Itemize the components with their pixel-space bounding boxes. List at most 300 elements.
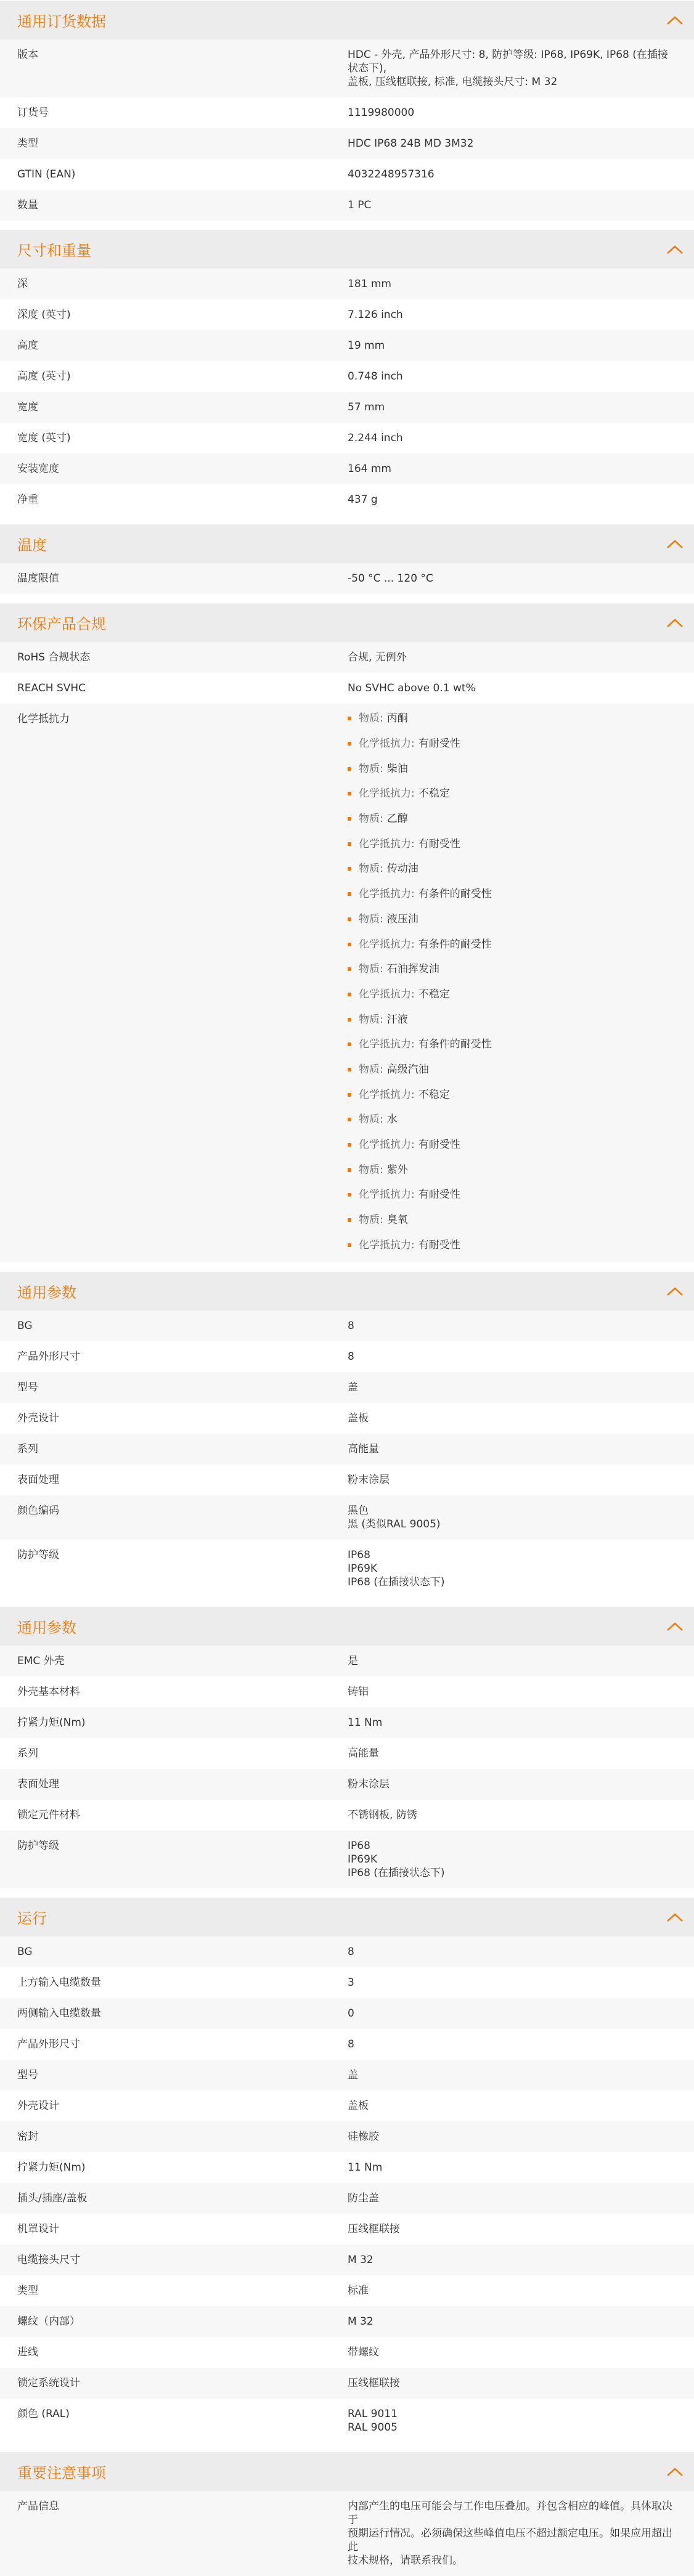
spec-section xyxy=(0,1897,694,2452)
spec-value xyxy=(348,2275,677,2306)
spec-value xyxy=(348,1310,677,1341)
chevron-up-icon[interactable] xyxy=(664,10,685,31)
spec-label: GTIN (EAN) xyxy=(17,168,76,181)
spec-row xyxy=(0,361,694,392)
spec-value-line: 0.748 inch xyxy=(348,370,403,383)
spec-label: 进线 xyxy=(17,2346,38,2359)
list-item xyxy=(348,831,677,856)
bullet-icon xyxy=(348,1018,351,1022)
chem-value: 柴油 xyxy=(386,762,408,775)
bullet-icon xyxy=(348,943,351,946)
bullet-icon xyxy=(348,1243,351,1247)
spec-label: 上方输入电缆数量 xyxy=(17,1977,101,1989)
spec-row xyxy=(0,2275,694,2306)
chevron-up-icon[interactable] xyxy=(664,239,685,260)
spec-value xyxy=(348,1341,677,1372)
bullet-icon xyxy=(348,1218,351,1222)
list-item xyxy=(348,1032,677,1057)
bullet-icon xyxy=(348,917,351,921)
bullet-icon xyxy=(348,1068,351,1071)
list-item xyxy=(348,756,677,781)
spec-row xyxy=(0,423,694,453)
spec-label: 安装宽度 xyxy=(17,463,59,475)
spec-value xyxy=(348,97,677,128)
spec-row xyxy=(0,453,694,484)
spec-row xyxy=(0,2491,694,2576)
list-item xyxy=(348,907,677,932)
bullet-icon xyxy=(348,993,351,996)
spec-value xyxy=(348,484,677,515)
section-header[interactable] xyxy=(0,2452,694,2491)
spec-value-line: 硅橡胶 xyxy=(348,2131,379,2143)
spec-value-line: 3 xyxy=(348,1977,354,1989)
section-header[interactable] xyxy=(0,1606,694,1646)
chevron-up-icon[interactable] xyxy=(664,534,685,555)
spec-value xyxy=(348,1998,677,2029)
spec-value xyxy=(348,642,677,673)
spec-value xyxy=(348,2245,677,2275)
spec-label: 外壳设计 xyxy=(17,2100,59,2113)
list-item xyxy=(348,1107,677,1132)
chem-key: 物质: xyxy=(359,1063,383,1076)
list-item xyxy=(348,882,677,907)
list-item xyxy=(348,1057,677,1083)
spec-label: 产品外形尺寸 xyxy=(17,2038,80,2051)
list-item xyxy=(348,1082,677,1107)
spec-label: 产品外形尺寸 xyxy=(17,1351,80,1363)
chevron-up-icon[interactable] xyxy=(664,1616,685,1637)
bullet-icon xyxy=(348,1118,351,1121)
spec-value-line: 8 xyxy=(348,1351,354,1363)
section-title: 通用参数 xyxy=(17,1284,76,1302)
spec-row xyxy=(0,2368,694,2399)
section-divider xyxy=(0,1888,694,1897)
spec-value xyxy=(348,39,677,97)
spec-label: 颜色编码 xyxy=(17,1505,59,1518)
list-item xyxy=(348,982,677,1007)
chem-key: 化学抵抗力: xyxy=(359,1139,415,1152)
spec-value-line: 是 xyxy=(348,1655,358,1668)
chevron-up-icon[interactable] xyxy=(664,1907,685,1928)
spec-value-line: 11 Nm xyxy=(348,2161,383,2174)
chevron-up-icon[interactable] xyxy=(664,1281,685,1302)
spec-value-line: IP68 (在插接状态下) xyxy=(348,1576,445,1589)
spec-label: BG xyxy=(17,1946,33,1959)
spec-value-line: 压线框联接 xyxy=(348,2377,400,2390)
list-item xyxy=(348,1007,677,1032)
spec-value-line: 11 Nm xyxy=(348,1717,383,1729)
spec-label: 类型 xyxy=(17,137,38,150)
spec-value-line: 8 xyxy=(348,1320,354,1333)
list-item xyxy=(348,957,677,982)
spec-row xyxy=(0,1372,694,1403)
list-item xyxy=(348,1182,677,1208)
spec-row xyxy=(0,269,694,299)
spec-section xyxy=(0,1271,694,1606)
spec-value xyxy=(348,2491,677,2576)
chem-value: 紫外 xyxy=(386,1163,408,1176)
chem-key: 化学抵抗力: xyxy=(359,1188,415,1201)
spec-label: BG xyxy=(17,1320,33,1333)
section-header[interactable] xyxy=(0,1897,694,1936)
spec-label: 宽度 (英寸) xyxy=(17,432,71,444)
spec-value xyxy=(348,1738,677,1769)
spec-label: REACH SVHC xyxy=(17,682,86,694)
chemical-list xyxy=(348,704,677,1262)
spec-value xyxy=(348,1676,677,1707)
spec-row xyxy=(0,2214,694,2245)
bullet-icon xyxy=(348,792,351,795)
spec-value-line: 盖板 xyxy=(348,1412,369,1425)
spec-value-line: 0 xyxy=(348,2007,354,2020)
spec-row xyxy=(0,1830,694,1888)
spec-value-line: 57 mm xyxy=(348,401,385,413)
spec-label: 防护等级 xyxy=(17,1549,59,1562)
spec-label: 产品信息 xyxy=(17,2500,59,2513)
section-header[interactable] xyxy=(0,0,694,39)
list-item xyxy=(348,781,677,807)
spec-row xyxy=(0,1403,694,1434)
spec-value xyxy=(348,159,677,190)
chem-key: 物质: xyxy=(359,1214,383,1227)
chem-key: 化学抵抗力: xyxy=(359,837,415,850)
spec-label: 外壳基本材料 xyxy=(17,1686,80,1699)
chem-value: 不稳定 xyxy=(418,1088,450,1101)
spec-row xyxy=(0,97,694,128)
section-title: 环保产品合规 xyxy=(17,616,106,633)
bullet-icon xyxy=(348,967,351,971)
chem-key: 化学抵抗力: xyxy=(359,1088,415,1101)
spec-value xyxy=(348,1646,677,1676)
chem-value: 不稳定 xyxy=(418,787,450,800)
spec-value xyxy=(348,2183,677,2214)
spec-row xyxy=(0,2183,694,2214)
spec-row xyxy=(0,1540,694,1598)
spec-value xyxy=(348,1800,677,1830)
chem-value: 石油挥发油 xyxy=(386,963,439,976)
spec-label: 净重 xyxy=(17,494,38,506)
list-item xyxy=(348,932,677,957)
spec-row xyxy=(0,1800,694,1830)
spec-value-line: 粉末涂层 xyxy=(348,1778,390,1791)
spec-value xyxy=(348,2399,677,2443)
spec-row xyxy=(0,1707,694,1738)
chem-value: 不稳定 xyxy=(418,988,450,1001)
chem-value: 有条件的耐受性 xyxy=(418,888,492,901)
spec-label: 订货号 xyxy=(17,107,49,119)
bullet-icon xyxy=(348,717,351,720)
spec-label: 两侧输入电缆数量 xyxy=(17,2007,101,2020)
spec-value-line: IP69K xyxy=(348,1562,378,1575)
spec-row xyxy=(0,642,694,673)
chem-key: 化学抵抗力: xyxy=(359,1238,415,1251)
spec-section xyxy=(0,524,694,603)
spec-value-line: HDC IP68 24B MD 3M32 xyxy=(348,137,474,150)
spec-value-line: HDC - 外壳, 产品外形尺寸: 8, 防护等级: IP68, IP69K, IP68 (在插接状态下), xyxy=(348,49,668,75)
spec-value xyxy=(348,2306,677,2337)
section-title: 通用订货数据 xyxy=(17,13,106,30)
section-title: 通用参数 xyxy=(17,1619,76,1637)
spec-row xyxy=(0,1465,694,1495)
section-header[interactable] xyxy=(0,603,694,642)
bullet-icon xyxy=(348,842,351,846)
spec-row xyxy=(0,1936,694,1967)
section-divider xyxy=(0,515,694,524)
spec-value-line: 技术规格，请联系我们。 xyxy=(348,2554,463,2567)
chem-value: 水 xyxy=(386,1113,398,1126)
spec-value-line: 盖板, 压线框联接, 标准, 电缆接头尺寸: M 32 xyxy=(348,76,558,88)
list-item xyxy=(348,706,677,731)
spec-value xyxy=(348,423,677,453)
spec-value xyxy=(348,2152,677,2183)
chemical-resistance-list xyxy=(348,704,677,1262)
spec-row xyxy=(0,2245,694,2275)
spec-row xyxy=(0,563,694,594)
spec-value xyxy=(348,1769,677,1800)
chem-value: 有耐受性 xyxy=(418,837,460,850)
chem-key: 化学抵抗力: xyxy=(359,938,415,951)
spec-value-line: 181 mm xyxy=(348,278,391,290)
spec-value xyxy=(348,563,677,594)
spec-value xyxy=(348,1967,677,1998)
list-item xyxy=(348,1157,677,1182)
spec-value-line: 164 mm xyxy=(348,463,391,475)
spec-value-line: 1 PC xyxy=(348,199,372,211)
spec-label: 防护等级 xyxy=(17,1840,59,1853)
spec-value-line: 8 xyxy=(348,1946,354,1959)
spec-row xyxy=(0,39,694,97)
spec-row xyxy=(0,2337,694,2368)
spec-row xyxy=(0,2029,694,2060)
spec-value-line: 压线框联接 xyxy=(348,2223,400,2236)
spec-label: 机罩设计 xyxy=(17,2223,59,2236)
spec-label: 插头/插座/盖板 xyxy=(17,2192,88,2205)
spec-label: 锁定元件材料 xyxy=(17,1809,80,1822)
spec-value-line: 不锈钢板, 防锈 xyxy=(348,1809,417,1822)
spec-label: 表面处理 xyxy=(17,1778,59,1791)
spec-row xyxy=(0,299,694,330)
spec-value-line: 黑色 xyxy=(348,1505,369,1518)
chem-key: 化学抵抗力: xyxy=(359,1038,415,1051)
spec-label: 高度 (英寸) xyxy=(17,370,71,383)
chevron-up-icon[interactable] xyxy=(664,2461,685,2482)
section-header[interactable] xyxy=(0,229,694,269)
chem-value: 臭氧 xyxy=(386,1214,408,1227)
spec-row xyxy=(0,2306,694,2337)
spec-value-line: 盖板 xyxy=(348,2100,369,2113)
spec-value xyxy=(348,190,677,221)
spec-label: 化学抵抗力 xyxy=(17,713,70,725)
spec-value-line: 标准 xyxy=(348,2285,369,2298)
bullet-icon xyxy=(348,742,351,746)
spec-label: 类型 xyxy=(17,2285,38,2298)
spec-value xyxy=(348,2029,677,2060)
spec-row xyxy=(0,1967,694,1998)
spec-section xyxy=(0,0,694,229)
list-item xyxy=(348,856,677,882)
spec-value-line: RAL 9005 xyxy=(348,2421,398,2434)
spec-row xyxy=(0,2090,694,2121)
spec-section xyxy=(0,603,694,1271)
spec-value xyxy=(348,2368,677,2399)
spec-value-line: 粉末涂层 xyxy=(348,1474,390,1487)
spec-row xyxy=(0,1738,694,1769)
bullet-icon xyxy=(348,867,351,871)
spec-value xyxy=(348,1403,677,1434)
spec-value-line: 高能量 xyxy=(348,1747,379,1760)
bullet-icon xyxy=(348,1168,351,1172)
chem-value: 乙醇 xyxy=(386,813,408,826)
spec-value-line: 盖 xyxy=(348,2069,358,2082)
spec-value xyxy=(348,1830,677,1888)
spec-value-line: 2.244 inch xyxy=(348,432,403,444)
spec-value-line: M 32 xyxy=(348,2254,374,2267)
chem-key: 化学抵抗力: xyxy=(359,888,415,901)
spec-value-line: 预期运行情况。必须确保这些峰值电压不超过额定电压。如果应用超出此 xyxy=(348,2527,672,2554)
spec-row xyxy=(0,128,694,159)
chem-value: 有条件的耐受性 xyxy=(418,1038,492,1051)
chem-value: 丙酮 xyxy=(386,712,408,725)
spec-value xyxy=(348,2214,677,2245)
section-divider xyxy=(0,1598,694,1606)
spec-row xyxy=(0,190,694,221)
spec-label: 深 xyxy=(17,278,28,290)
spec-value-line: No SVHC above 0.1 wt% xyxy=(348,682,476,694)
spec-label: 锁定系统设计 xyxy=(17,2377,80,2390)
spec-label: 宽度 xyxy=(17,401,38,413)
chem-value: 有耐受性 xyxy=(418,737,460,750)
spec-row xyxy=(0,330,694,361)
spec-value xyxy=(348,1936,677,1967)
section-header[interactable] xyxy=(0,1271,694,1310)
chem-key: 物质: xyxy=(359,1113,383,1126)
section-divider xyxy=(0,221,694,229)
spec-value xyxy=(348,2090,677,2121)
bullet-icon xyxy=(348,1042,351,1046)
spec-label: 颜色 (RAL) xyxy=(17,2408,70,2421)
spec-row-chemical-resistance xyxy=(0,704,694,1262)
bullet-icon xyxy=(348,817,351,821)
spec-row xyxy=(0,673,694,704)
spec-value-line: 内部产生的电压可能会与工作电压叠加。并包含相应的峰值。具体取决于 xyxy=(348,2500,672,2527)
spec-label: 拧紧力矩(Nm) xyxy=(17,1717,86,1729)
spec-value-line: RAL 9011 xyxy=(348,2408,398,2421)
section-divider xyxy=(0,2443,694,2452)
section-title: 重要注意事项 xyxy=(17,2464,106,2482)
spec-label: 型号 xyxy=(17,2069,38,2082)
spec-section xyxy=(0,229,694,524)
chem-key: 物质: xyxy=(359,762,383,775)
spec-value-line: 防尘盖 xyxy=(348,2192,379,2205)
chem-value: 有耐受性 xyxy=(418,1238,460,1251)
spec-value xyxy=(348,2060,677,2090)
spec-value-line: 黑 (类似RAL 9005) xyxy=(348,1518,441,1531)
spec-value xyxy=(348,361,677,392)
chem-key: 物质: xyxy=(359,813,383,826)
spec-row xyxy=(0,159,694,190)
section-header[interactable] xyxy=(0,524,694,563)
spec-value-line: IP69K xyxy=(348,1853,378,1866)
spec-value-line: 盖 xyxy=(348,1381,358,1394)
spec-label: 系列 xyxy=(17,1443,38,1456)
chem-value: 有条件的耐受性 xyxy=(418,938,492,951)
spec-label: 型号 xyxy=(17,1381,38,1394)
spec-value-line: 4032248957316 xyxy=(348,168,435,181)
section-title: 温度 xyxy=(17,537,47,554)
spec-value xyxy=(348,392,677,423)
chem-key: 物质: xyxy=(359,912,383,925)
spec-value xyxy=(348,2337,677,2368)
spec-value-line: IP68 xyxy=(348,1549,370,1562)
section-divider xyxy=(0,1262,694,1271)
spec-label: 螺纹（内部） xyxy=(17,2315,80,2328)
spec-label: 表面处理 xyxy=(17,1474,59,1487)
chevron-up-icon[interactable] xyxy=(664,612,685,633)
spec-value xyxy=(348,1372,677,1403)
list-item xyxy=(348,1232,677,1258)
spec-row xyxy=(0,2060,694,2090)
chem-value: 汗液 xyxy=(386,1013,408,1026)
spec-value xyxy=(348,1434,677,1465)
spec-row xyxy=(0,392,694,423)
spec-row xyxy=(0,2121,694,2152)
spec-label: 温度限值 xyxy=(17,572,59,585)
spec-label: 深度 (英寸) xyxy=(17,309,71,321)
chem-key: 物质: xyxy=(359,712,383,725)
spec-value-line: 19 mm xyxy=(348,339,385,352)
spec-value xyxy=(348,2121,677,2152)
spec-value xyxy=(348,1465,677,1495)
chem-value: 有耐受性 xyxy=(418,1139,460,1152)
bullet-icon xyxy=(348,1193,351,1197)
spec-label: 版本 xyxy=(17,49,38,61)
bullet-icon xyxy=(348,892,351,896)
spec-value xyxy=(348,673,677,704)
section-title: 运行 xyxy=(17,1910,47,1928)
spec-label: 电缆接头尺寸 xyxy=(17,2254,80,2267)
list-item xyxy=(348,1132,677,1158)
chem-key: 物质: xyxy=(359,1163,383,1176)
spec-value xyxy=(348,269,677,299)
spec-label: 数量 xyxy=(17,199,38,211)
spec-value-line: 8 xyxy=(348,2038,354,2051)
spec-value-line: 带螺纹 xyxy=(348,2346,379,2359)
section-divider xyxy=(0,594,694,603)
spec-value xyxy=(348,330,677,361)
spec-value-line: 1119980000 xyxy=(348,107,415,119)
chem-key: 化学抵抗力: xyxy=(359,737,415,750)
chem-key: 物质: xyxy=(359,863,383,876)
spec-row xyxy=(0,2399,694,2443)
spec-value-line: IP68 (在插接状态下) xyxy=(348,1867,445,1880)
chem-key: 物质: xyxy=(359,1013,383,1026)
chem-key: 化学抵抗力: xyxy=(359,988,415,1001)
spec-value xyxy=(348,1540,677,1598)
chem-value: 有耐受性 xyxy=(418,1188,460,1201)
spec-row xyxy=(0,1998,694,2029)
spec-value xyxy=(348,1495,677,1540)
spec-label: EMC 外壳 xyxy=(17,1655,65,1668)
spec-value-line: 高能量 xyxy=(348,1443,379,1456)
spec-label: 外壳设计 xyxy=(17,1412,59,1425)
spec-value-line: IP68 xyxy=(348,1840,370,1853)
spec-row xyxy=(0,1495,694,1540)
spec-value xyxy=(348,453,677,484)
spec-row xyxy=(0,1769,694,1800)
spec-value-line: 7.126 inch xyxy=(348,309,403,321)
spec-row xyxy=(0,1676,694,1707)
spec-row xyxy=(0,1646,694,1676)
